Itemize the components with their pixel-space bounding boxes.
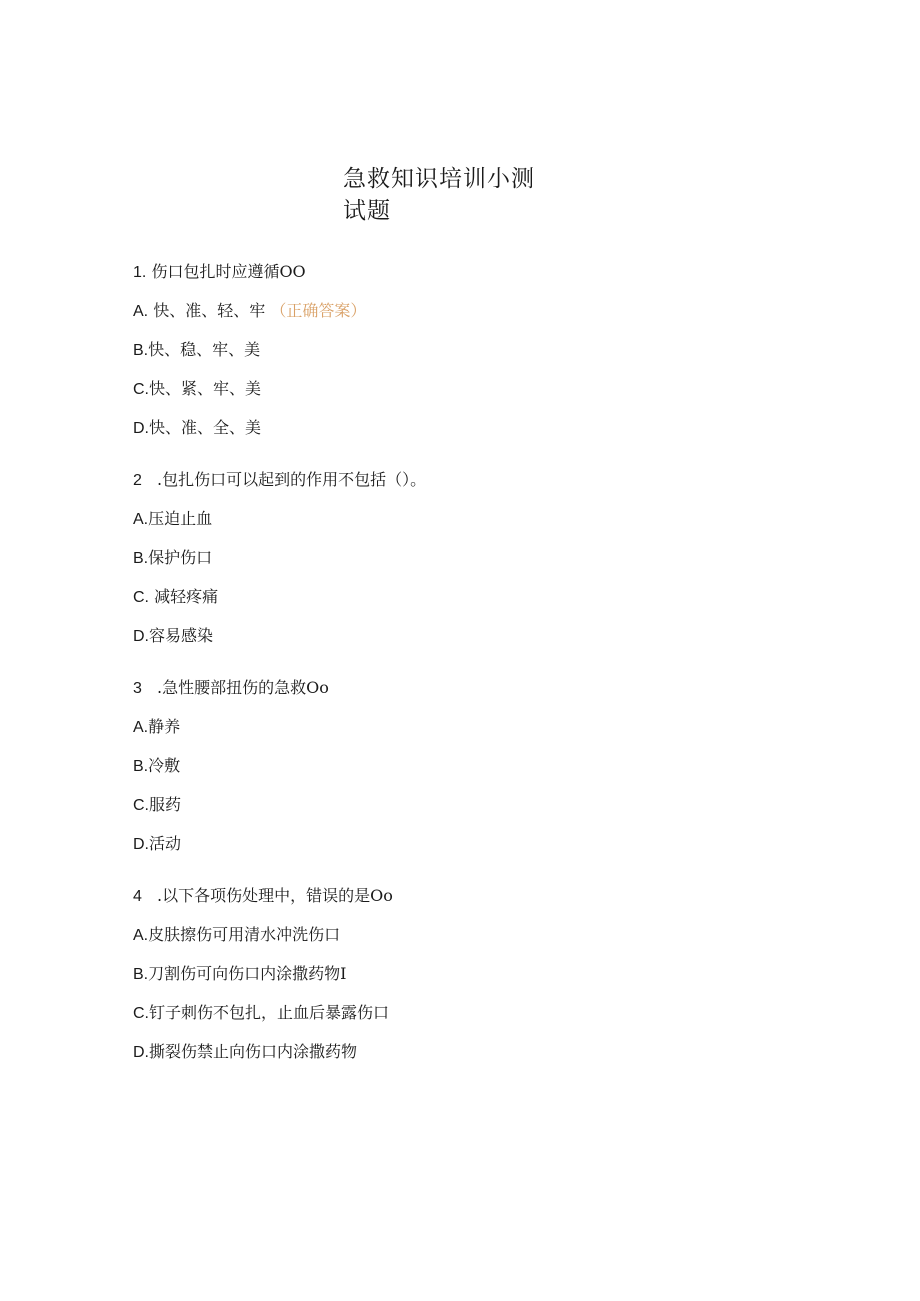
question-4: [133, 886, 833, 1062]
option-a: [133, 301, 833, 321]
question-list: [133, 262, 833, 1094]
option-text: 容易感染: [149, 626, 214, 645]
option-text: 静养: [148, 717, 181, 736]
option-c: [133, 379, 833, 399]
option-label: C.: [133, 797, 149, 814]
option-d: [133, 418, 833, 438]
option-a: [133, 925, 833, 945]
option-label: D.: [133, 420, 149, 437]
question-text: 伤口包扎时应遵循OO: [151, 262, 306, 281]
document-title: [343, 163, 535, 227]
question-number: 4: [133, 888, 142, 905]
option-text: 快、稳、牢、美: [148, 340, 261, 359]
option-label: C.: [133, 589, 149, 606]
question-3: [133, 678, 833, 854]
title-line-2: 试题: [343, 198, 391, 224]
question-number: 1.: [133, 264, 147, 281]
question-text: .包扎伤口可以起到的作用不包括（）。: [157, 470, 427, 489]
option-label: C.: [133, 1005, 149, 1022]
question-number: 2: [133, 472, 142, 489]
option-label: D.: [133, 836, 149, 853]
option-text: 钉子刺伤不包扎，止血后暴露伤口: [149, 1003, 390, 1022]
option-text: 减轻疼痛: [154, 587, 219, 606]
option-label: A.: [133, 511, 149, 528]
title-line-1: 急救知识培训小测: [343, 166, 535, 192]
question-stem: [133, 262, 833, 282]
question-text: .急性腰部扭伤的急救Oo: [157, 678, 329, 697]
option-label: D.: [133, 1044, 149, 1061]
option-label: B.: [133, 758, 149, 775]
option-text: 保护伤口: [148, 548, 213, 567]
option-d: [133, 626, 833, 646]
option-label: A.: [133, 719, 149, 736]
option-text: 快、准、轻、牢: [153, 301, 266, 320]
option-label: A.: [133, 303, 149, 320]
option-text: 活动: [149, 834, 182, 853]
question-1: [133, 262, 833, 438]
option-b: [133, 340, 833, 360]
option-text: 冷敷: [148, 756, 181, 775]
option-text: 皮肤擦伤可用清水冲洗伤口: [148, 925, 341, 944]
option-b: [133, 548, 833, 568]
option-text: 服药: [149, 795, 182, 814]
correct-answer-mark: （正确答案）: [270, 301, 367, 320]
option-c: [133, 795, 833, 815]
question-text: .以下各项伤处理中，错误的是Oo: [157, 886, 393, 905]
option-text: 撕裂伤禁止向伤口内涂撒药物: [149, 1042, 358, 1061]
option-d: [133, 1042, 833, 1062]
question-stem: [133, 678, 833, 698]
option-label: A.: [133, 927, 149, 944]
option-text: 快、准、全、美: [149, 418, 262, 437]
question-number: 3: [133, 680, 142, 697]
option-label: D.: [133, 628, 149, 645]
option-text: 刀割伤可向伤口内涂撒药物I: [148, 964, 347, 983]
question-stem: [133, 470, 833, 490]
option-c: [133, 1003, 833, 1023]
option-a: [133, 509, 833, 529]
option-label: B.: [133, 342, 149, 359]
option-a: [133, 717, 833, 737]
option-label: B.: [133, 966, 149, 983]
option-b: [133, 964, 833, 984]
question-2: [133, 470, 833, 646]
option-b: [133, 756, 833, 776]
question-stem: [133, 886, 833, 906]
option-d: [133, 834, 833, 854]
option-label: C.: [133, 381, 149, 398]
option-c: [133, 587, 833, 607]
option-text: 快、紧、牢、美: [149, 379, 262, 398]
option-label: B.: [133, 550, 149, 567]
option-text: 压迫止血: [148, 509, 213, 528]
